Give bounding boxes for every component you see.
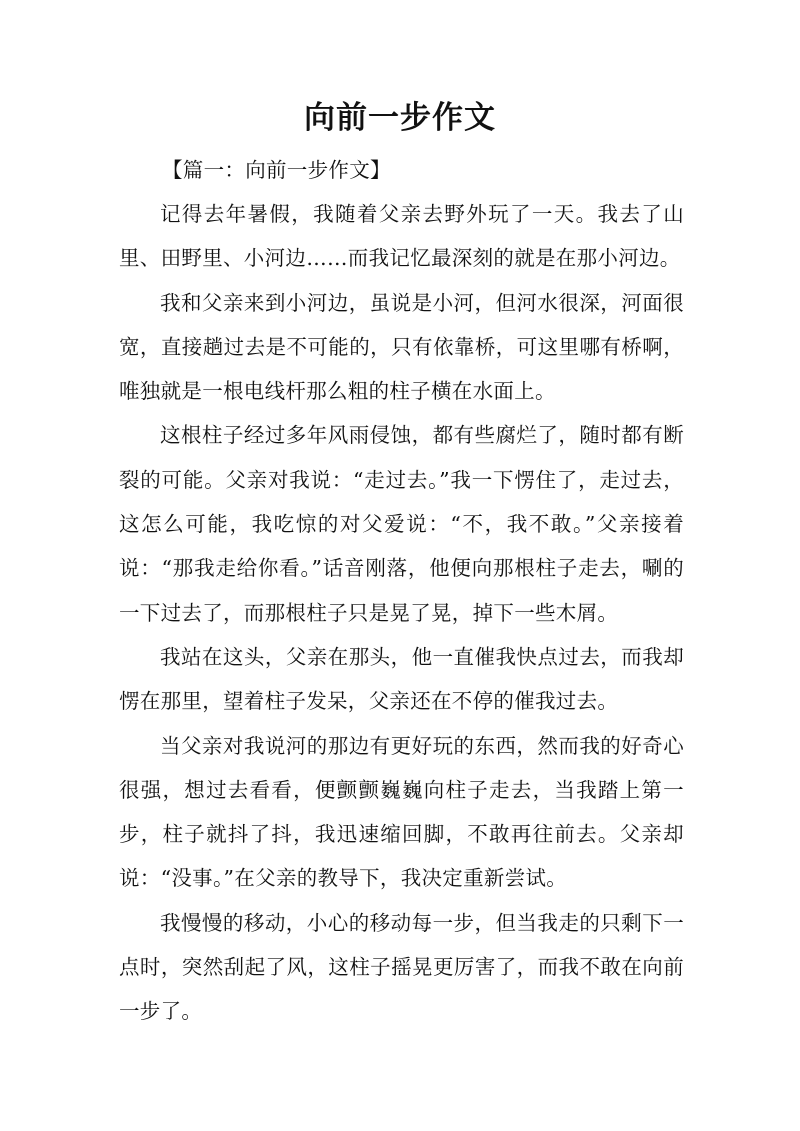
paragraph: 记得去年暑假，我随着父亲去野外玩了一天。我去了山里、田野里、小河边……而我记忆最深刻的就是在那小河边。	[119, 202, 684, 271]
paragraph: 我慢慢的移动，小心的移动每一步，但当我走的只剩下一点时，突然刮起了风，这柱子摇晃更厉害了，而我不敢在向前一步了。	[119, 910, 684, 1024]
paragraph: 我和父亲来到小河边，虽说是小河，但河水很深，河面很宽，直接趟过去是不可能的，只有依靠桥，可这里哪有桥啊，唯独就是一根电线杆那么粗的柱子横在水面上。	[119, 290, 684, 404]
document-body	[119, 148, 684, 1034]
paragraph: 这根柱子经过多年风雨侵蚀，都有些腐烂了，随时都有断裂的可能。父亲对我说：“走过去。”我一下愣住了，走过去，这怎么可能，我吃惊的对父爱说：“不，我不敢。”父亲接着说：“那我走给你看。”话音刚落，他便向那根柱子走去，唰的一下过去了，而那根柱子只是晃了晃，掉下一些木屑。	[119, 423, 684, 625]
paragraph: 我站在这头，父亲在那头，他一直催我快点过去，而我却愣在那里，望着柱子发呆，父亲还在不停的催我过去。	[119, 644, 684, 714]
document-title: 向前一步作文	[304, 100, 496, 136]
section-heading: 【篇一：向前一步作文】	[162, 158, 391, 182]
paragraph: 当父亲对我说河的那边有更好玩的东西，然而我的好奇心很强，想过去看看，便颤颤巍巍向柱子走去，当我踏上第一步，柱子就抖了抖，我迅速缩回脚，不敢再往前去。父亲却说：“没事。”在父亲的教导下，我决定重新尝试。	[119, 733, 684, 891]
